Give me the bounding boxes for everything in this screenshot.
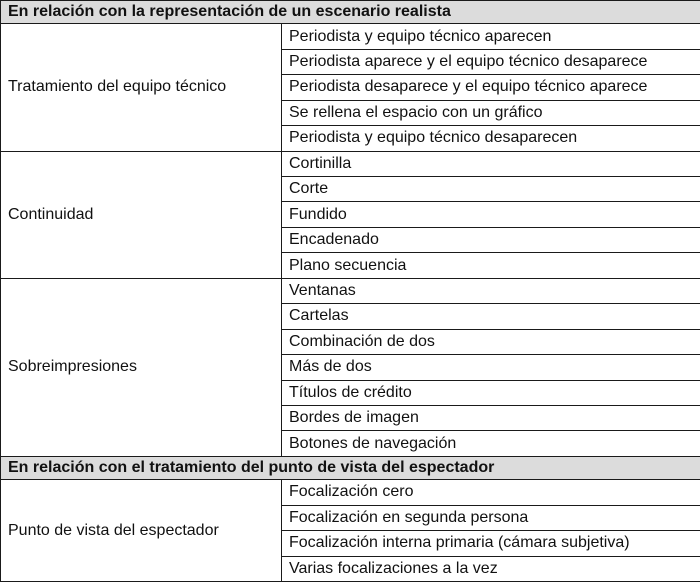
item-cell: Varias focalizaciones a la vez (282, 556, 700, 581)
item-cell: Bordes de imagen (282, 405, 700, 430)
section-header-row (1, 1, 700, 24)
section-header: En relación con el tratamiento del punto de vista del espectador (1, 456, 700, 479)
item-cell: Se rellena el espacio con un gráfico (282, 100, 700, 125)
item-cell: Focalización cero (282, 480, 700, 505)
item-cell: Ventanas (282, 278, 700, 303)
category-cell: Punto de vista del espectador (1, 480, 282, 582)
section-header-row (1, 456, 700, 479)
table-row (1, 278, 700, 303)
item-cell: Encadenado (282, 227, 700, 252)
item-cell: Combinación de dos (282, 329, 700, 354)
item-cell: Periodista y equipo técnico aparecen (282, 24, 700, 49)
item-cell: Botones de navegación (282, 431, 700, 456)
item-cell: Focalización interna primaria (cámara subjetiva) (282, 531, 700, 556)
item-cell: Cartelas (282, 304, 700, 329)
item-cell: Títulos de crédito (282, 380, 700, 405)
table-row (1, 24, 700, 49)
item-cell: Focalización en segunda persona (282, 505, 700, 530)
table-body (1, 1, 700, 582)
table-row (1, 480, 700, 505)
item-cell: Periodista desaparece y el equipo técnico aparece (282, 75, 700, 100)
item-cell: Cortinilla (282, 151, 700, 176)
category-cell: Sobreimpresiones (1, 278, 282, 456)
item-cell: Periodista aparece y el equipo técnico desaparece (282, 49, 700, 74)
item-cell: Plano secuencia (282, 253, 700, 278)
item-cell: Fundido (282, 202, 700, 227)
table-row (1, 151, 700, 176)
item-cell: Periodista y equipo técnico desaparecen (282, 126, 700, 151)
section-header: En relación con la representación de un escenario realista (1, 1, 700, 24)
item-cell: Corte (282, 177, 700, 202)
item-cell: Más de dos (282, 355, 700, 380)
category-cell: Tratamiento del equipo técnico (1, 24, 282, 151)
category-cell: Continuidad (1, 151, 282, 278)
